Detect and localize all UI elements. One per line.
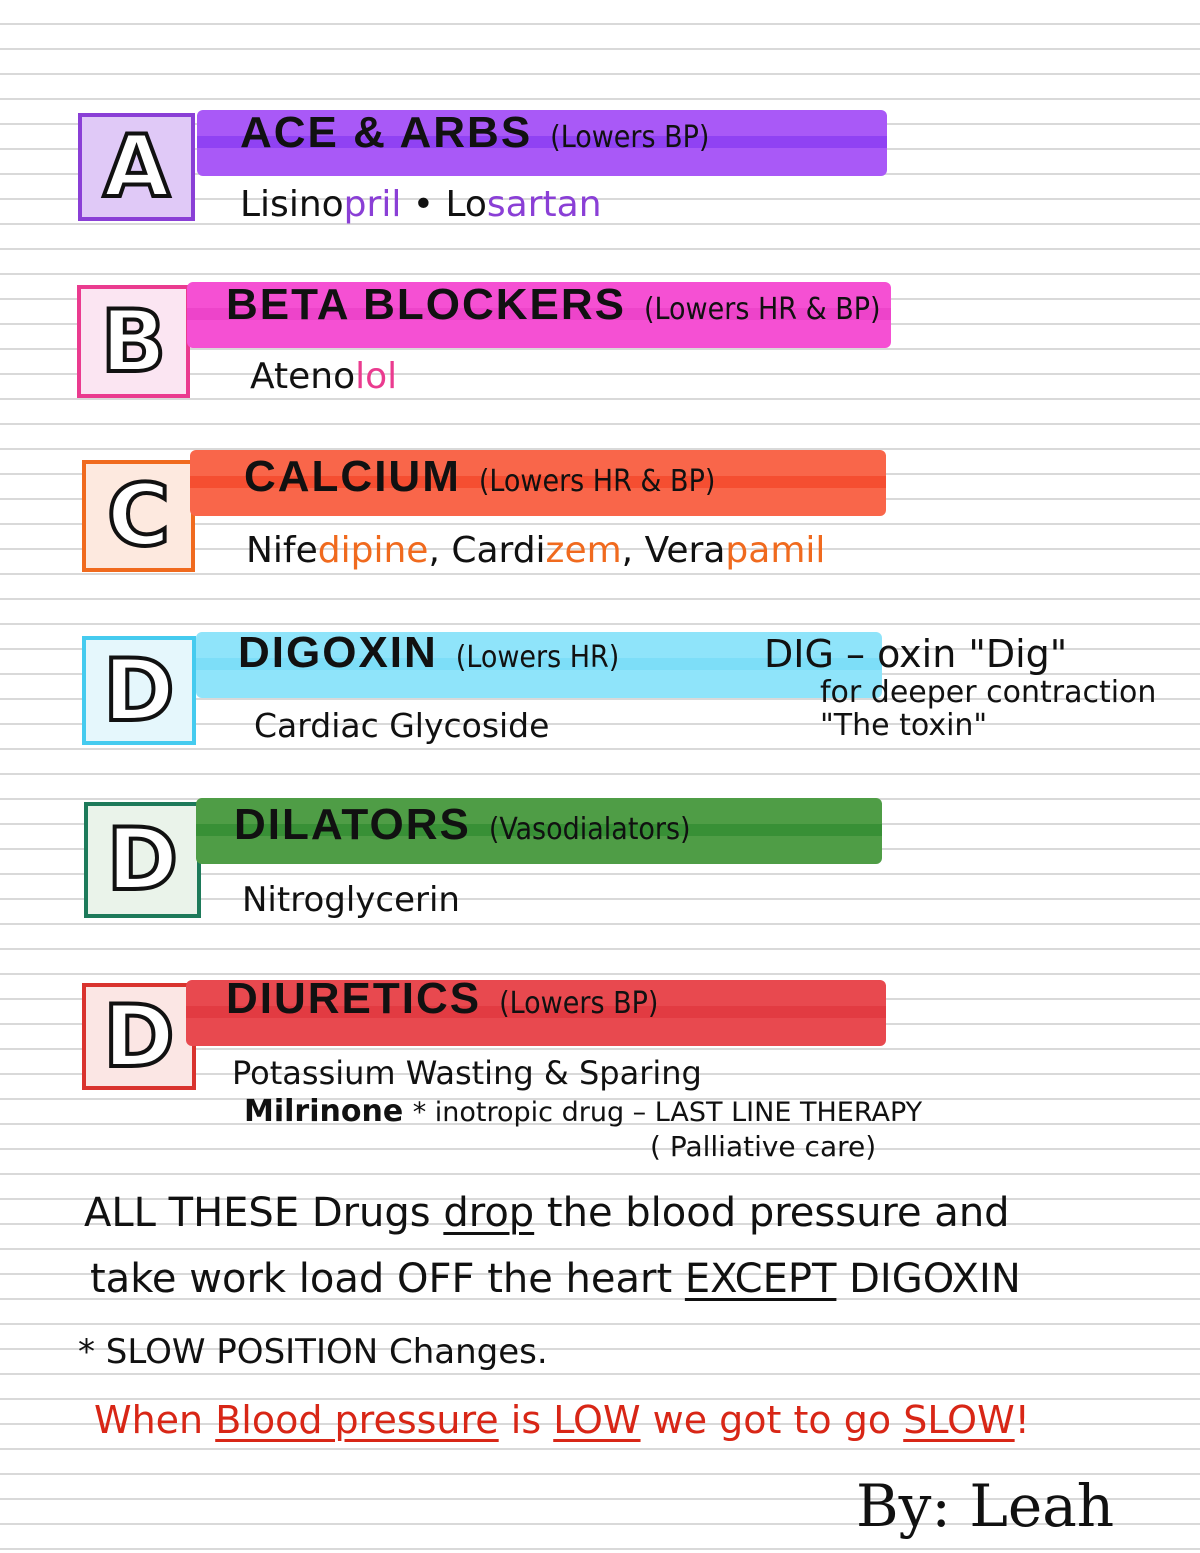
reminder-text: we got to go xyxy=(652,1398,892,1442)
milrinone-drug: Milrinone xyxy=(244,1094,404,1129)
title-diuretics xyxy=(226,974,658,1024)
letter-d: D xyxy=(103,986,175,1087)
drug-separator: , xyxy=(428,530,452,571)
drug-separator: • xyxy=(401,184,446,225)
reminder-text: is xyxy=(510,1398,542,1442)
letter-box-d-diuretics xyxy=(82,983,196,1090)
letter-c: C xyxy=(106,466,171,566)
letter-box-a xyxy=(78,113,195,221)
summary-underlined: EXCEPT xyxy=(684,1256,837,1302)
class-title: BETA BLOCKERS xyxy=(226,280,626,329)
class-note: (Lowers HR & BP) xyxy=(478,464,716,499)
drugs-calcium xyxy=(246,530,825,571)
digoxin-side-note-line3: "The toxin" xyxy=(820,708,988,743)
class-note: (Lowers BP) xyxy=(550,120,710,155)
drug-suffix: sartan xyxy=(486,184,602,225)
summary-text: take work load OFF the heart xyxy=(90,1256,673,1302)
drug-suffix: dipine xyxy=(317,530,429,571)
summary-text: ALL THESE Drugs xyxy=(84,1190,431,1236)
drug-prefix: Ateno xyxy=(250,356,356,397)
class-title: DIURETICS xyxy=(226,974,482,1023)
drug-suffix: zem xyxy=(545,530,622,571)
drug-suffix: pril xyxy=(343,184,402,225)
drugs-beta-blockers xyxy=(250,356,397,397)
summary-text: the blood pressure and xyxy=(546,1190,1010,1236)
signature: By: Leah xyxy=(856,1472,1115,1540)
letter-d: D xyxy=(103,640,175,741)
drugs-ace-arbs xyxy=(240,184,602,225)
drug-prefix: Nitroglycerin xyxy=(242,880,460,920)
letter-box-d-dilators xyxy=(84,802,201,918)
title-calcium xyxy=(244,452,715,502)
digoxin-side-note-line1: DIG – oxin "Dig" xyxy=(764,632,1068,676)
reminder-underlined: SLOW xyxy=(903,1398,1015,1442)
title-ace-arbs xyxy=(240,108,709,158)
summary-line-2 xyxy=(90,1256,1021,1302)
summary-line-3: * SLOW POSITION Changes. xyxy=(78,1332,548,1372)
class-title: DILATORS xyxy=(234,800,471,849)
class-title: ACE & ARBS xyxy=(240,108,533,157)
drug-prefix: Nife xyxy=(246,530,318,571)
letter-b: B xyxy=(100,291,167,392)
drug-prefix: Vera xyxy=(644,530,726,571)
reminder-underlined: LOW xyxy=(553,1398,641,1442)
reminder-exclaim: ! xyxy=(1014,1398,1030,1442)
title-dilators xyxy=(234,800,691,850)
letter-box-d-digoxin xyxy=(82,636,196,745)
title-beta-blockers xyxy=(226,280,881,330)
summary-line-1 xyxy=(84,1190,1010,1236)
diuretics-potassium: Potassium Wasting & Sparing xyxy=(232,1054,702,1092)
letter-d: D xyxy=(106,810,179,910)
drug-prefix: Cardi xyxy=(451,530,546,571)
drug-suffix: lol xyxy=(355,356,398,397)
summary-text: DIGOXIN xyxy=(849,1256,1021,1302)
letter-box-b xyxy=(77,285,190,398)
drugs-digoxin xyxy=(254,706,549,745)
digoxin-side-note-line2: for deeper contraction xyxy=(820,675,1157,710)
reminder-underlined: Blood pressure xyxy=(215,1398,499,1442)
letter-box-c xyxy=(82,460,195,572)
milrinone-note: * inotropic drug – LAST LINE THERAPY xyxy=(412,1097,923,1128)
drug-suffix: pamil xyxy=(725,530,826,571)
reminder-text: When xyxy=(94,1398,204,1442)
drug-prefix: Lisino xyxy=(240,184,344,225)
class-note: (Lowers HR & BP) xyxy=(644,292,881,327)
class-note: (Vasodialators) xyxy=(488,812,691,847)
drugs-dilators xyxy=(242,880,460,920)
drug-prefix: Lo xyxy=(445,184,487,225)
class-note: (Lowers BP) xyxy=(499,986,659,1021)
diuretics-palliative: ( Palliative care) xyxy=(650,1130,877,1163)
class-title: DIGOXIN xyxy=(238,628,438,677)
drug-separator: , xyxy=(621,530,645,571)
reminder-line xyxy=(94,1398,1030,1442)
class-title: CALCIUM xyxy=(244,452,461,501)
drug-prefix: Cardiac Glycoside xyxy=(254,706,550,745)
summary-underlined: drop xyxy=(443,1190,535,1236)
diuretics-milrinone xyxy=(244,1094,922,1129)
title-digoxin xyxy=(238,628,619,678)
class-note: (Lowers HR) xyxy=(455,640,620,675)
letter-a: A xyxy=(103,117,170,217)
